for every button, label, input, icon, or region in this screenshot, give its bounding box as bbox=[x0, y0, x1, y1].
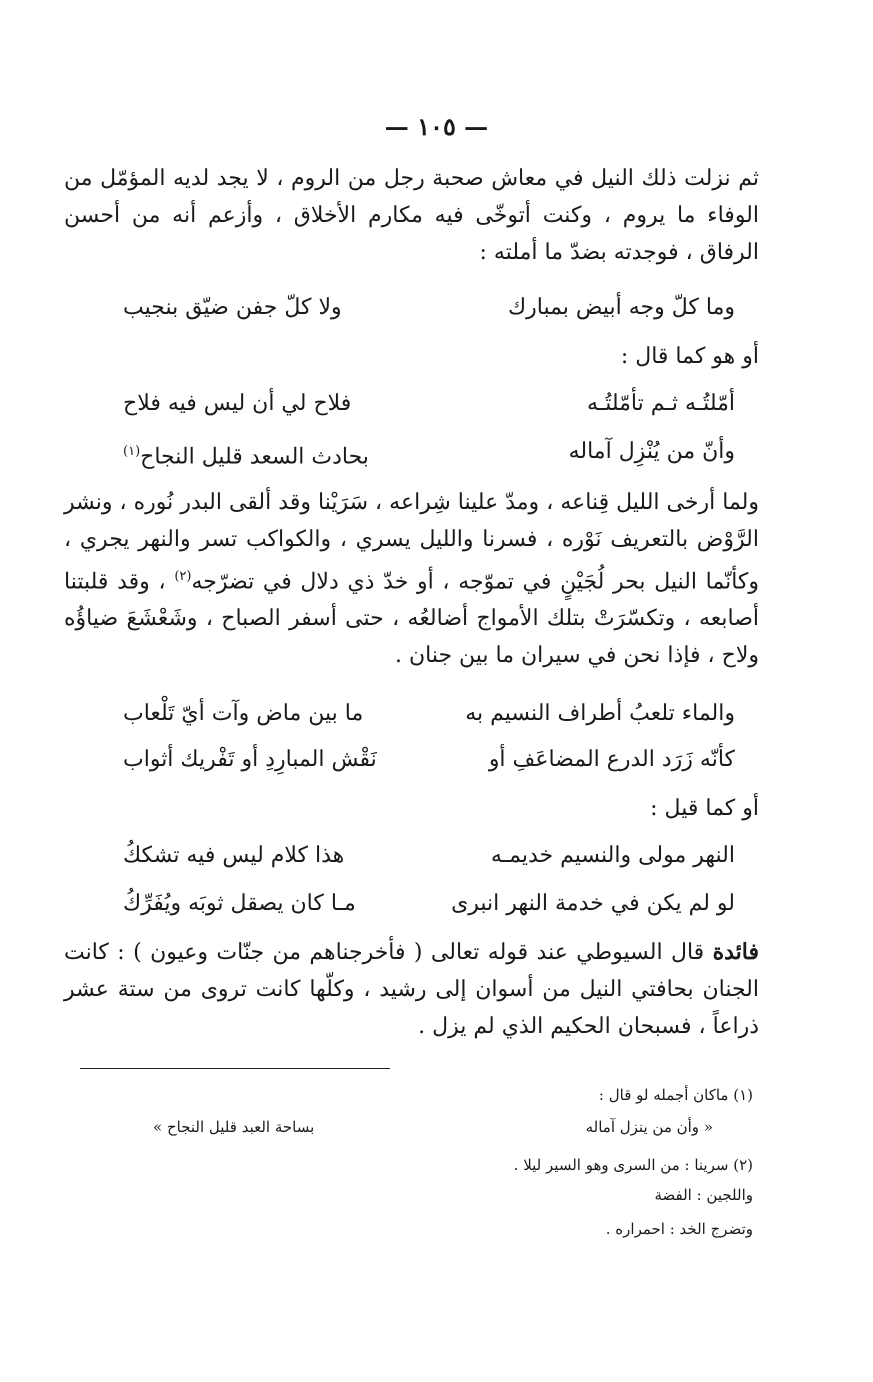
paragraph-1 bbox=[64, 160, 759, 271]
faida-label: فائدة bbox=[712, 939, 759, 965]
verse-4 bbox=[123, 694, 735, 734]
verse-5-first-hemistich: كأنّه زَرَد الدرع المضاعَفِ أو bbox=[488, 747, 735, 772]
faida-paragraph bbox=[64, 934, 759, 1045]
label-as-was-said: أو كما قيل : bbox=[650, 796, 759, 821]
paragraph-2-text-b: ، وقد قلبتنا أصابعه ، وتكسّرَتْ بتلك الأمواج أضالعُه ، حتى أسفر الصباح ، وشَعْشَعَ ضياؤُه ولاح ، فإذا نحن في سيران ما بين جنان . bbox=[64, 569, 759, 669]
verse-1 bbox=[123, 288, 735, 328]
verse-4-first-hemistich: والماء تلعبُ أطراف النسيم به bbox=[465, 701, 735, 726]
verse-6-second-hemistich: هذا كلام ليس فيه تشككُ bbox=[123, 843, 345, 868]
verse-6-first-hemistich: النهر مولى والنسيم خديمـه bbox=[490, 843, 735, 868]
footnote-2-lujayn: واللجين : الفضة bbox=[654, 1186, 753, 1204]
footnote-2: (٢) سرينا : من السرى وهو السير ليلا . bbox=[513, 1156, 753, 1174]
verse-5-second-hemistich: نَقْش المبارِدِ أو تَفْريك أثواب bbox=[123, 747, 377, 772]
footnote-1-verse-first: « وأن من ينزل آماله bbox=[585, 1118, 713, 1136]
verse-7 bbox=[123, 884, 735, 924]
footnote-divider bbox=[80, 1068, 390, 1069]
paragraph-1-text: ثم نزلت ذلك النيل في معاش صحبة رجل من الروم ، لا يجد لديه المؤمّل من الوفاء ما يروم ، وكنت أتوخّى فيه مكارم الأخلاق ، وأزعم أنه من أحسن الرفاق ، فوجدته بضدّ ما أملته : bbox=[64, 166, 759, 265]
verse-3-second-text: بحادث السعد قليل النجاح bbox=[140, 444, 369, 470]
verse-1-first-hemistich: وما كلّ وجه أبيض بمبارك bbox=[507, 295, 735, 320]
label-as-he-said: أو هو كما قال : bbox=[620, 344, 759, 369]
verse-7-second-hemistich: مـا كان يصقل ثوبَه ويُفَرِّكُ bbox=[123, 891, 356, 916]
verse-2-second-hemistich: فلاح لي أن ليس فيه فلاح bbox=[123, 391, 352, 416]
verse-2-first-hemistich: أمّلتُـه ثـم تأمّلتُـه bbox=[586, 391, 735, 416]
faida-text bbox=[64, 934, 759, 1045]
footnote-2-tadarruj: وتضرج الخد : احمراره . bbox=[605, 1220, 753, 1238]
page-number: — ١٠٥ — bbox=[384, 112, 489, 141]
verse-5 bbox=[123, 740, 735, 780]
verse-6 bbox=[123, 836, 735, 876]
verse-2 bbox=[123, 384, 735, 424]
footnote-ref-2: (٢) bbox=[174, 569, 192, 584]
footnote-1-verse-second: بساحة العبد قليل النجاح » bbox=[153, 1118, 315, 1136]
paragraph-2-text-a: ولما أرخى الليل قِناعه ، ومدّ علينا شِراعه ، سَرَيْنا وقد ألقى البدر نُوره ، ونشر الرَّوْض بالتعريف نَوْره ، فسرنا والليل يسري ، والكواكب تسر والنهر يجري ، وكأنّما النيل بحر لُجَيْنٍ في تموّجه ، أو خدّ ذي دلال في تضرّجه bbox=[64, 490, 759, 595]
footnote-ref-1: (١) bbox=[123, 444, 141, 459]
verse-7-first-hemistich: لو لم يكن في خدمة النهر انبرى bbox=[451, 891, 735, 916]
paragraph-2-text bbox=[64, 484, 759, 674]
verse-3-first-hemistich: وأنّ من يُنْزِل آماله bbox=[568, 439, 735, 464]
verse-1-second-hemistich: ولا كلّ جفن ضيّق بنجيب bbox=[123, 295, 342, 320]
faida-body: قال السيوطي عند قوله تعالى ( فأخرجناهم من جنّات وعيون ) : كانت الجنان بحافتي النيل من أسوان إلى رشيد ، وكلّها كانت تروى من ستة عشر ذراعاً ، فسبحان الحكيم الذي لم يزل . bbox=[64, 940, 759, 1039]
paragraph-2 bbox=[64, 484, 759, 674]
verse-4-second-hemistich: ما بين ماض وآت أيّ تَلْعاب bbox=[123, 701, 364, 726]
footnote-1: (١) ماكان أجمله لو قال : bbox=[598, 1086, 753, 1104]
verse-3-second-hemistich bbox=[123, 432, 369, 477]
verse-3 bbox=[123, 432, 735, 472]
